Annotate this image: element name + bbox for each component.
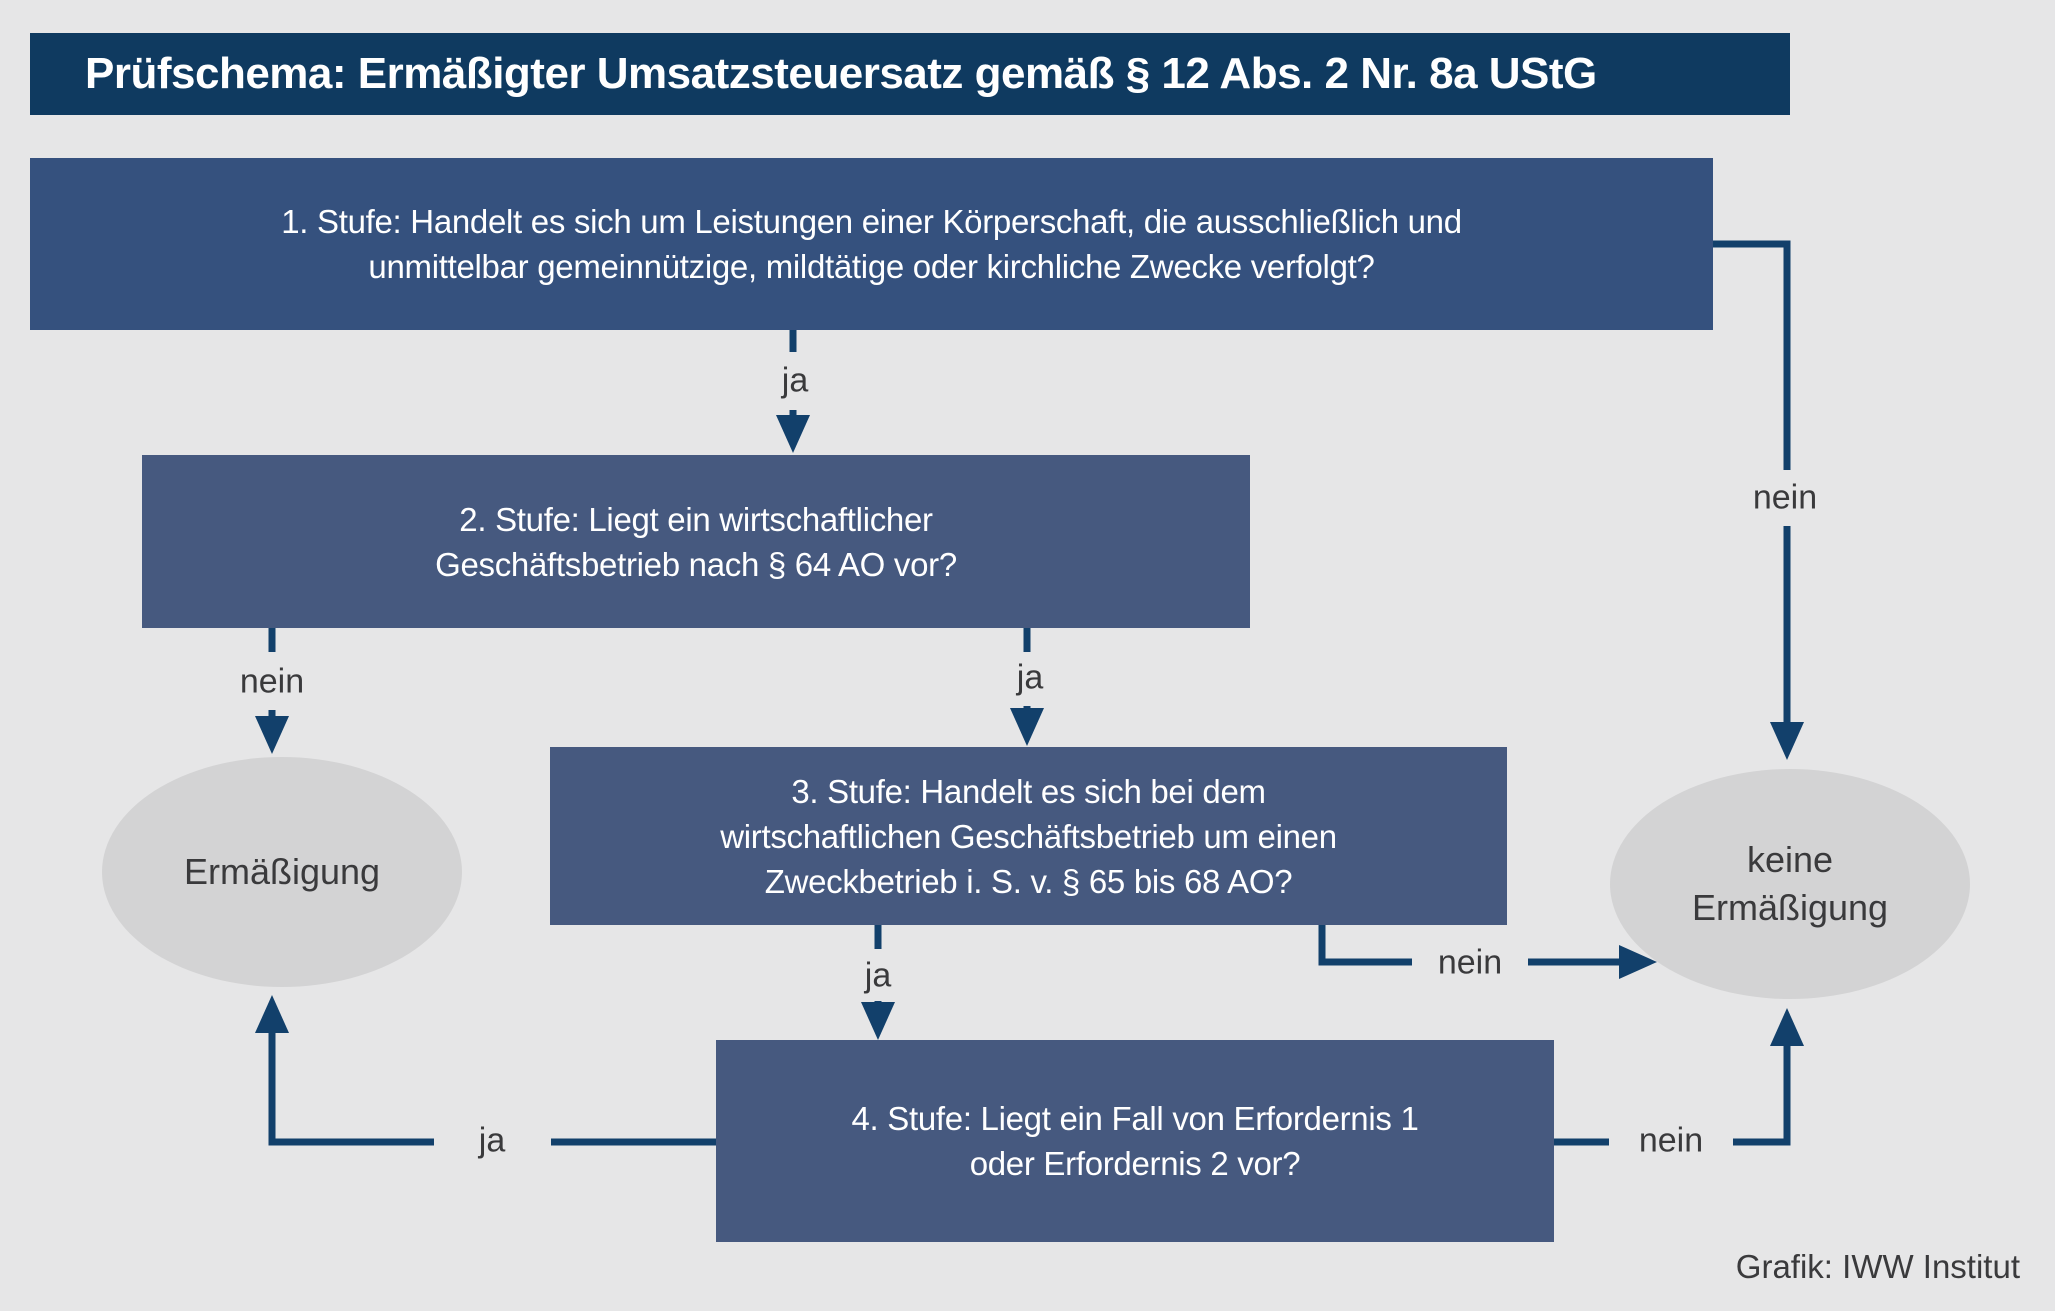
outcome-no-reduction-label: Ermäßigung (1691, 887, 1889, 928)
step2-text-line: Geschäftsbetrieb nach § 64 AO vor? (435, 545, 957, 583)
edge-label-step4-no: nein (1638, 1121, 1704, 1160)
step2-box (142, 455, 1250, 628)
edge-label-step2-yes: ja (1016, 658, 1044, 697)
step2-text-line: 2. Stufe: Liegt ein wirtschaftlicher (459, 500, 933, 538)
step3-text-line: wirtschaftlichen Geschäftsbetrieb um einen (720, 817, 1337, 855)
step1-box (30, 158, 1713, 330)
step3-text-line: 3. Stufe: Handelt es sich bei dem (791, 772, 1266, 810)
step3-text-line: Zweckbetrieb i. S. v. § 65 bis 68 AO? (764, 862, 1293, 900)
edge-label-step2-no: nein (239, 662, 305, 701)
step1-text-line: unmittelbar gemeinnützige, mildtätige oder kirchliche Zwecke verfolgt? (368, 248, 1375, 285)
outcome-no-reduction-label: keine (1746, 839, 1834, 880)
step4-text-line: oder Erfordernis 2 vor? (969, 1145, 1301, 1182)
edge-label-step1-no: nein (1752, 478, 1818, 517)
edge-label-step4-yes: ja (478, 1121, 506, 1160)
edge-step4-yes (255, 995, 716, 1142)
step3-box (550, 747, 1507, 925)
outcome-reduction-ellipse (102, 757, 462, 987)
outcome-reduction-label: Ermäßigung (183, 851, 381, 892)
edge-label-step3-yes: ja (864, 956, 892, 995)
edge-label-step3-no: nein (1437, 943, 1503, 982)
title-bar (30, 33, 1790, 115)
step4-text-line: 4. Stufe: Liegt ein Fall von Erfordernis 1 (851, 1100, 1419, 1137)
step4-box (716, 1040, 1554, 1242)
page-title: Prüfschema: Ermäßigter Umsatzsteuersatz gemäß § 12 Abs. 2 Nr. 8a UStG (85, 49, 1597, 98)
step1-text-line: 1. Stufe: Handelt es sich um Leistungen einer Körperschaft, die ausschließlich und (281, 203, 1462, 240)
outcome-no-reduction-ellipse (1610, 769, 1970, 999)
credit-text: Grafik: IWW Institut (1735, 1248, 2020, 1285)
edge-label-step1-yes: ja (781, 361, 809, 400)
